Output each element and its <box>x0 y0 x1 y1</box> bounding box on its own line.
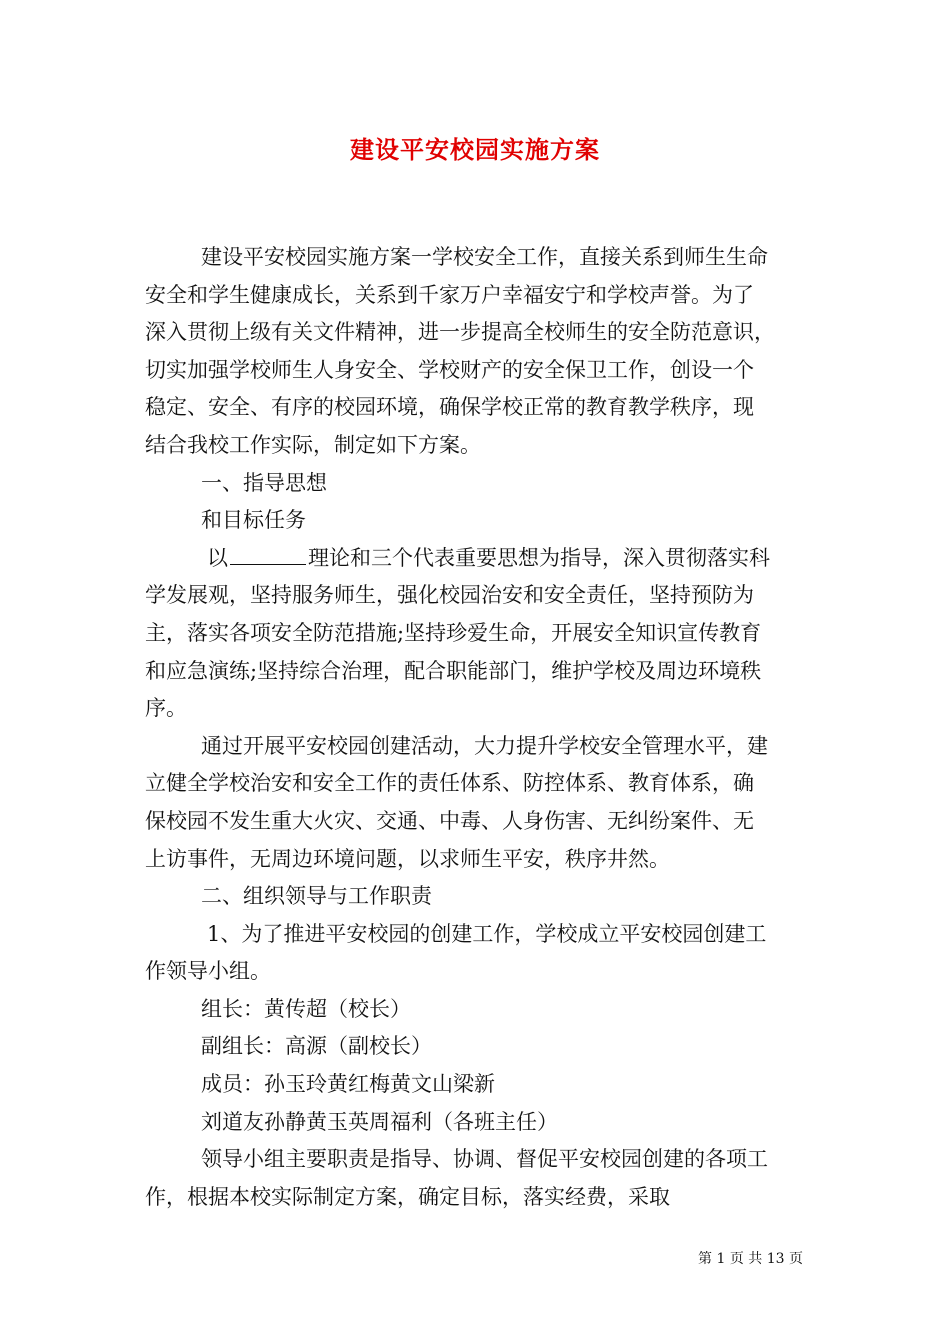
section-heading: 和目标任务 <box>201 508 306 533</box>
section-heading: 一、指导思想 <box>201 470 327 495</box>
section-heading: 二、组织领导与工作职责 <box>201 884 432 909</box>
paragraph-line: 领导小组主要职责是指导、协调、督促平安校园创建的各项工 <box>201 1147 768 1172</box>
paragraph-line: 保校园不发生重大火灾、交通、中毒、人身伤害、无纠纷案件、无 <box>145 808 754 833</box>
paragraph-line: 上访事件，无周边环境问题，以求师生平安，秩序井然。 <box>145 846 670 871</box>
paragraph-line: 稳定、安全、有序的校园环境，确保学校正常的教育教学秩序，现 <box>145 395 754 420</box>
blank-underline <box>230 563 306 565</box>
paragraph-line: 作领导小组。 <box>145 959 271 984</box>
paragraph-line: 刘道友孙静黄玉英周福利（各班主任） <box>201 1109 558 1134</box>
paragraph-line: 建设平安校园实施方案一学校安全工作，直接关系到师生生命 <box>201 245 768 269</box>
paragraph-line: 主，落实各项安全防范措施;坚持珍爱生命，开展安全知识宣传教育 <box>145 620 762 645</box>
paragraph-line: 和应急演练;坚持综合治理，配合职能部门，维护学校及周边环境秩 <box>145 658 762 683</box>
paragraph-line: 学发展观，坚持服务师生，强化校园治安和安全责任，坚持预防为 <box>145 583 754 608</box>
paragraph-line: 安全和学生健康成长，关系到千家万户幸福安宁和学校声誉。为了 <box>145 282 754 307</box>
text-fragment: 理论和三个代表重要思想为指导，深入贯彻落实科 <box>308 545 770 570</box>
paragraph-line: 切实加强学校师生人身安全、学校财产的安全保卫工作，创设一个 <box>145 357 754 382</box>
paragraph-line: 深入贯彻上级有关文件精神，进一步提高全校师生的安全防范意识， <box>145 320 775 345</box>
paragraph-line: 1、为了推进平安校园的创建工作，学校成立平安校园创建工 <box>207 921 767 946</box>
paragraph-line: 结合我校工作实际，制定如下方案。 <box>145 432 481 457</box>
paragraph-line: 副组长：高源（副校长） <box>201 1034 432 1059</box>
paragraph-line: 通过开展平安校园创建活动，大力提升学校安全管理水平，建 <box>201 733 768 758</box>
paragraph-line: 序。 <box>145 696 187 721</box>
document-title: 建设平安校园实施方案 <box>350 135 600 164</box>
paragraph-line: 立健全学校治安和安全工作的责任体系、防控体系、教育体系，确 <box>145 771 754 796</box>
document-body <box>145 239 807 1216</box>
paragraph-line: 作，根据本校实际制定方案，确定目标，落实经费，采取 <box>145 1184 670 1209</box>
text-fragment: 以 <box>207 545 228 570</box>
paragraph-line: 成员：孙玉玲黄红梅黄文山梁新 <box>201 1072 495 1097</box>
paragraph-line <box>145 540 807 578</box>
page-number: 第 1 页 共 13 页 <box>698 1251 803 1267</box>
paragraph-line: 组长：黄传超（校长） <box>201 996 411 1021</box>
